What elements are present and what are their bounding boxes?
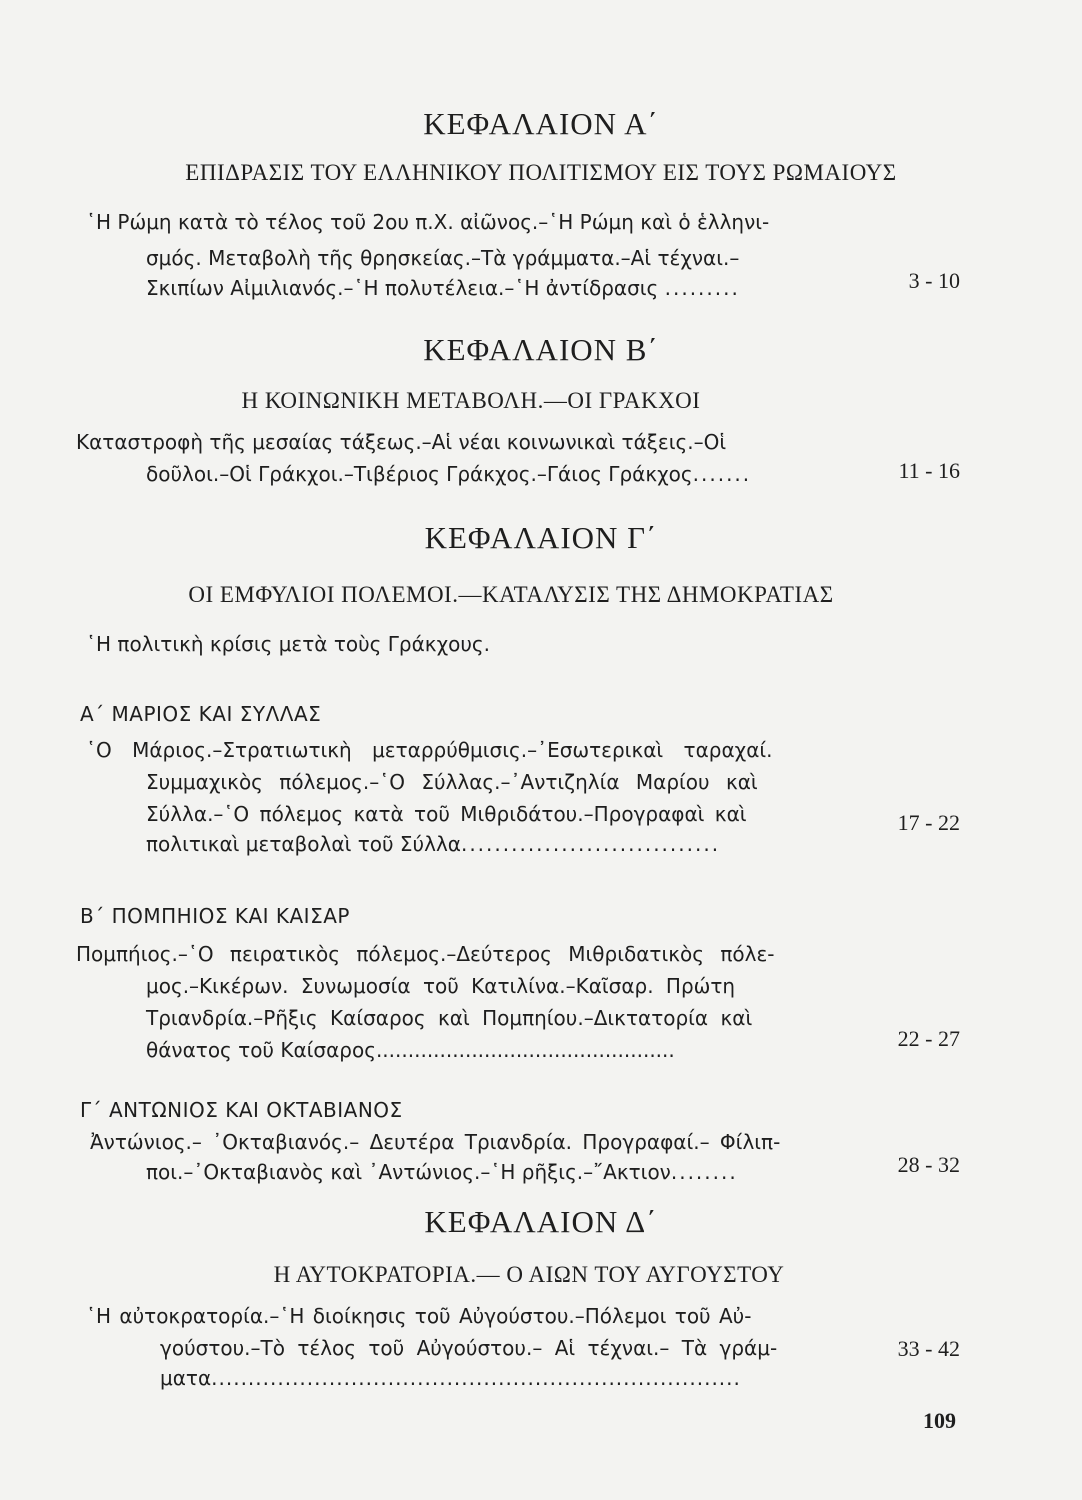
chapter-g-title: ΚΕΦΑΛΑΙΟΝ Γ΄ xyxy=(424,520,658,555)
chapter-b-title: ΚΕΦΑΛΑΙΟΝ Β΄ xyxy=(423,332,659,367)
chapter-a-line-1: ῾Η Ρώμη κατὰ τὸ τέλος τοῦ 2ου π.Χ. αἰῶνος.–῾Η Ρώμη καὶ ὁ ἑλληνι- xyxy=(86,210,770,234)
chapter-d-pages: 33 - 42 xyxy=(897,1336,960,1361)
section-pompey-line-2: μος.–Κικέρων. Συνωμοσία τοῦ Κατιλίνα.–Καῖσαρ. Πρώτη xyxy=(146,974,736,998)
section-antony-line-1: Ἀντώνιος.– ᾿Οκταβιανός.– Δευτέρα Τριανδρία. Προγραφαί.– Φίλιπ- xyxy=(90,1130,781,1154)
section-marius-line-1: ῾Ο Μάριος.–Στρατιωτικὴ μεταρρύθμισις.–᾿Εσωτερικαὶ ταραχαί. xyxy=(86,738,773,762)
chapter-a-title: ΚΕΦΑΛΑΙΟΝ Α΄ xyxy=(423,106,659,141)
chapter-d-line-3 xyxy=(160,1366,741,1390)
chapter-a-subtitle: ΕΠΙΔΡΑΣΙΣ ΤΟΥ ΕΛΛΗΝΙΚΟΥ ΠΟΛΙΤΙΣΜΟΥ ΕΙΣ ΤΟΥΣ ΡΩΜΑΙΟΥΣ xyxy=(185,160,897,185)
section-antony-line-2 xyxy=(146,1160,738,1184)
section-antony-line-2-text: ποι.–᾿Οκταβιανὸς καὶ ᾿Αντώνιος.–῾Η ρῆξις.–῎Ακτιον xyxy=(146,1160,671,1184)
chapter-a-line-3-text: Σκιπίων Αἰμιλιανός.–῾Η πολυτέλεια.–῾Η ἀντίδρασις xyxy=(146,276,659,300)
chapter-d-title: ΚΕΦΑΛΑΙΟΝ Δ΄ xyxy=(424,1204,658,1239)
section-pompey-leader-dots: ............................................... xyxy=(375,1038,675,1062)
chapter-d-subtitle: Η ΑΥΤΟΚΡΑΤΟΡΙΑ.— Ο ΑΙΩΝ ΤΟΥ ΑΥΓΟΥΣΤΟΥ xyxy=(273,1262,785,1287)
section-antony-leader-dots: ........ xyxy=(670,1160,738,1184)
chapter-d-line-2: γούστου.–Τὸ τέλος τοῦ Αὐγούστου.– Αἱ τέχναι.– Τὰ γράμ- xyxy=(160,1336,778,1360)
chapter-b-leader-dots: ....... xyxy=(692,462,752,486)
section-pompey-line-1: Πομπήιος.–῾Ο πειρατικὸς πόλεμος.–Δεύτερος Μιθριδατικὸς πόλε- xyxy=(76,942,775,966)
chapter-g-subtitle: ΟΙ ΕΜΦΥΛΙΟΙ ΠΟΛΕΜΟΙ.—ΚΑΤΑΛΥΣΙΣ ΤΗΣ ΔΗΜΟΚΡΑΤΙΑΣ xyxy=(188,582,834,607)
chapter-g-intro: ῾Η πολιτικὴ κρίσις μετὰ τοὺς Γράκχους. xyxy=(86,632,491,656)
chapter-d-line-3-text: ματα xyxy=(160,1366,212,1390)
section-marius-line-4 xyxy=(146,832,720,856)
chapter-b-line-1: Καταστροφὴ τῆς μεσαίας τάξεως.–Αἱ νέαι κοινωνικαὶ τάξεις.–Οἱ xyxy=(76,430,727,454)
page-number: 109 xyxy=(923,1408,956,1433)
chapter-d-line-1: ῾Η αὐτοκρατορία.–῾Η διοίκησις τοῦ Αὐγούστου.–Πόλεμοι τοῦ Αὐ- xyxy=(86,1304,752,1328)
chapter-b-line-2-text: δοῦλοι.–Οἱ Γράκχοι.–Τιβέριος Γράκχος.–Γάιος Γράκχος xyxy=(146,462,693,486)
section-marius-line-3: Σύλλα.–῾Ο πόλεμος κατὰ τοῦ Μιθριδάτου.–Προγραφαὶ καὶ xyxy=(146,802,747,826)
chapter-a-leader-dots: ......... xyxy=(664,276,740,300)
section-marius-line-2: Συμμαχικὸς πόλεμος.–῾Ο Σύλλας.–᾿Αντιζηλία Μαρίου καὶ xyxy=(146,770,758,794)
section-marius-sulla-heading: Α΄ ΜΑΡΙΟΣ ΚΑΙ ΣΥΛΛΑΣ xyxy=(80,702,322,726)
section-pompey-pages: 22 - 27 xyxy=(897,1026,960,1051)
section-marius-leader-dots: ............................... xyxy=(460,832,721,856)
section-pompey-caesar-heading: Β΄ ΠΟΜΠΗΙΟΣ ΚΑΙ ΚΑΙΣΑΡ xyxy=(80,904,350,928)
section-pompey-line-4-text: θάνατος τοῦ Καίσαρος xyxy=(146,1038,376,1062)
chapter-b-subtitle: Η ΚΟΙΝΩΝΙΚΗ ΜΕΤΑΒΟΛΗ.—ΟΙ ΓΡΑΚΧΟΙ xyxy=(241,388,701,413)
section-antony-pages: 28 - 32 xyxy=(897,1152,960,1177)
section-pompey-line-4 xyxy=(146,1038,675,1062)
chapter-a-line-3 xyxy=(146,276,740,300)
chapter-d-leader-dots: ........................................................................ xyxy=(211,1366,741,1390)
section-marius-line-4-text: πολιτικαὶ μεταβολαὶ τοῦ Σύλλα xyxy=(146,832,461,856)
chapter-b-line-2 xyxy=(146,462,751,486)
section-pompey-line-3: Τριανδρία.–Ρῆξις Καίσαρος καὶ Πομπηίου.–Δικτατορία καὶ xyxy=(146,1006,753,1030)
chapter-b-pages: 11 - 16 xyxy=(898,458,960,483)
section-antony-octavian-heading: Γ΄ ΑΝΤΩΝΙΟΣ ΚΑΙ ΟΚΤΑΒΙΑΝΟΣ xyxy=(80,1098,403,1122)
chapter-a-line-2: σμός. Μεταβολὴ τῆς θρησκείας.–Τὰ γράμματα.–Αἱ τέχναι.– xyxy=(146,246,740,270)
chapter-a-pages: 3 - 10 xyxy=(908,268,960,293)
section-marius-pages: 17 - 22 xyxy=(897,810,960,835)
